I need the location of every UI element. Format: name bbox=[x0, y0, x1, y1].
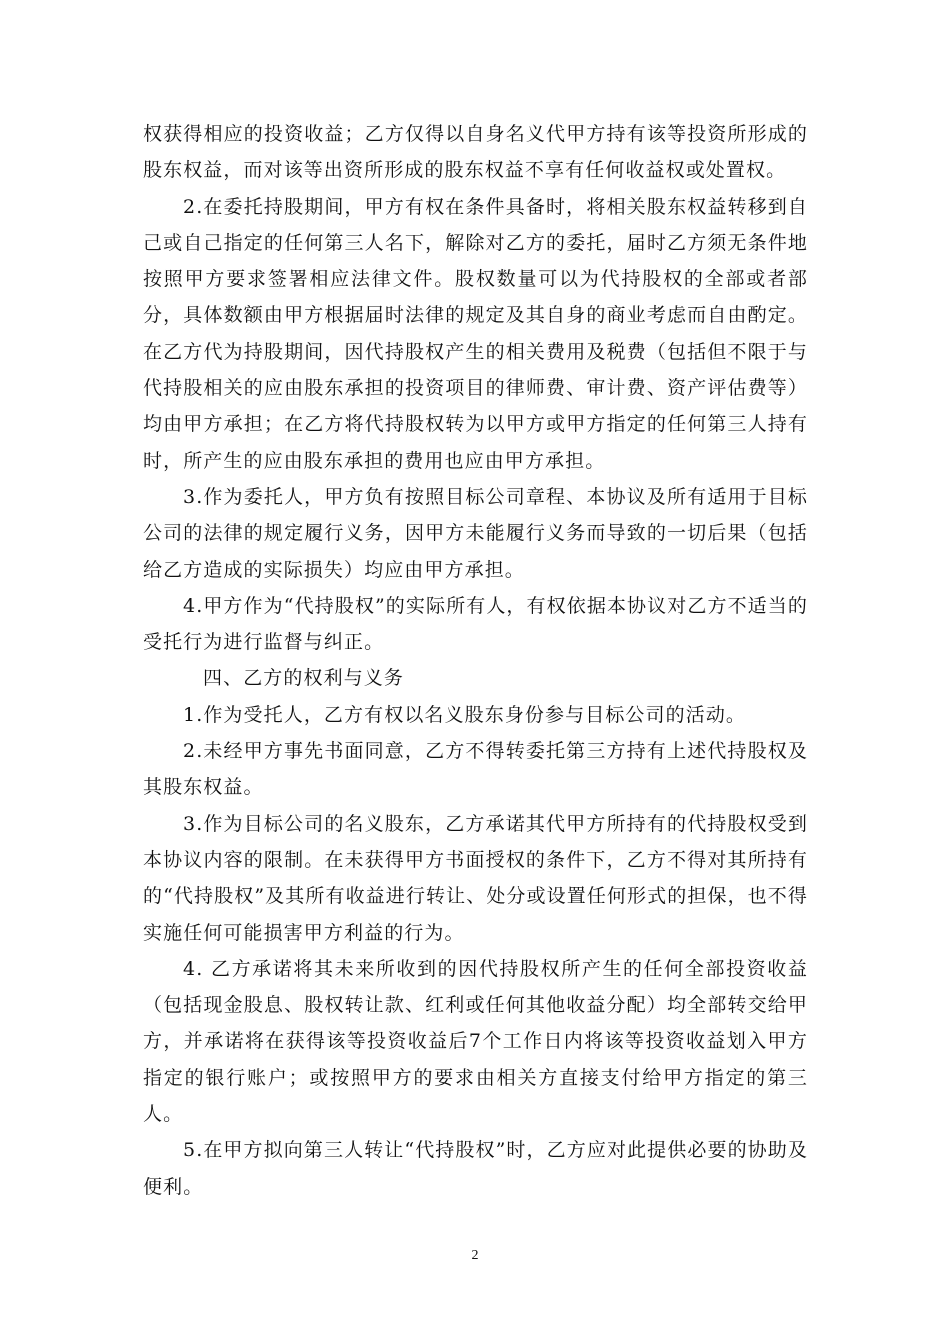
clause-4-4: 4. 乙方承诺将其未来所收到的因代持股权所产生的任何全部投资收益（包括现金股息、股权转让款、红利或任何其他收益分配）均全部转交给甲方，并承诺将在获得该等投资收益后7个工作日内将该等投资收益划入甲方指定的银行账户；或按照甲方的要求由相关方直接支付给甲方指定的第三人。 bbox=[143, 957, 808, 1126]
page-number: 2 bbox=[471, 1248, 479, 1263]
clause-3-4: 4.甲方作为“代持股权”的实际所有人，有权依据本协议对乙方不适当的受托行为进行监督与纠正。 bbox=[143, 594, 808, 654]
clause-4-3: 3.作为目标公司的名义股东，乙方承诺其代甲方所持有的代持股权受到本协议内容的限制。在未获得甲方书面授权的条件下，乙方不得对其所持有的“代持股权”及其所有收益进行转让、处分或设置任何形式的担保，也不得实施任何可能损害甲方利益的行为。 bbox=[143, 812, 808, 944]
section-heading-4: 四、乙方的权利与义务 bbox=[203, 667, 405, 690]
clause-4-5: 5.在甲方拟向第三人转让“代持股权”时，乙方应对此提供必要的协助及便利。 bbox=[143, 1139, 808, 1198]
document-body bbox=[143, 116, 808, 1205]
paragraph-continuation: 权获得相应的投资收益；乙方仅得以自身名义代甲方持有该等投资所形成的股东权益，而对该等出资所形成的股东权益不享有任何收益权或处置权。 bbox=[143, 123, 808, 182]
clause-3-2: 2.在委托持股期间，甲方有权在条件具备时，将相关股东权益转移到自己或自己指定的任何第三人名下，解除对乙方的委托，届时乙方须无条件地按照甲方要求签署相应法律文件。股权数量可以为代持股权的全部或者部分，具体数额由甲方根据届时法律的规定及其自身的商业考虑而自由酌定。在乙方代为持股期间，因代持股权产生的相关费用及税费（包括但不限于与代持股相关的应由股东承担的投资项目的律师费、审计费、资产评估费等）均由甲方承担；在乙方将代持股权转为以甲方或甲方指定的任何第三人持有时，所产生的应由股东承担的费用也应由甲方承担。 bbox=[143, 195, 808, 472]
clause-3-3: 3.作为委托人，甲方负有按照目标公司章程、本协议及所有适用于目标公司的法律的规定履行义务，因甲方未能履行义务而导致的一切后果（包括给乙方造成的实际损失）均应由甲方承担。 bbox=[143, 485, 808, 581]
clause-4-2: 2.未经甲方事先书面同意，乙方不得转委托第三方持有上述代持股权及其股东权益。 bbox=[143, 740, 808, 799]
clause-4-1: 1.作为受托人，乙方有权以名义股东身份参与目标公司的活动。 bbox=[183, 703, 747, 726]
